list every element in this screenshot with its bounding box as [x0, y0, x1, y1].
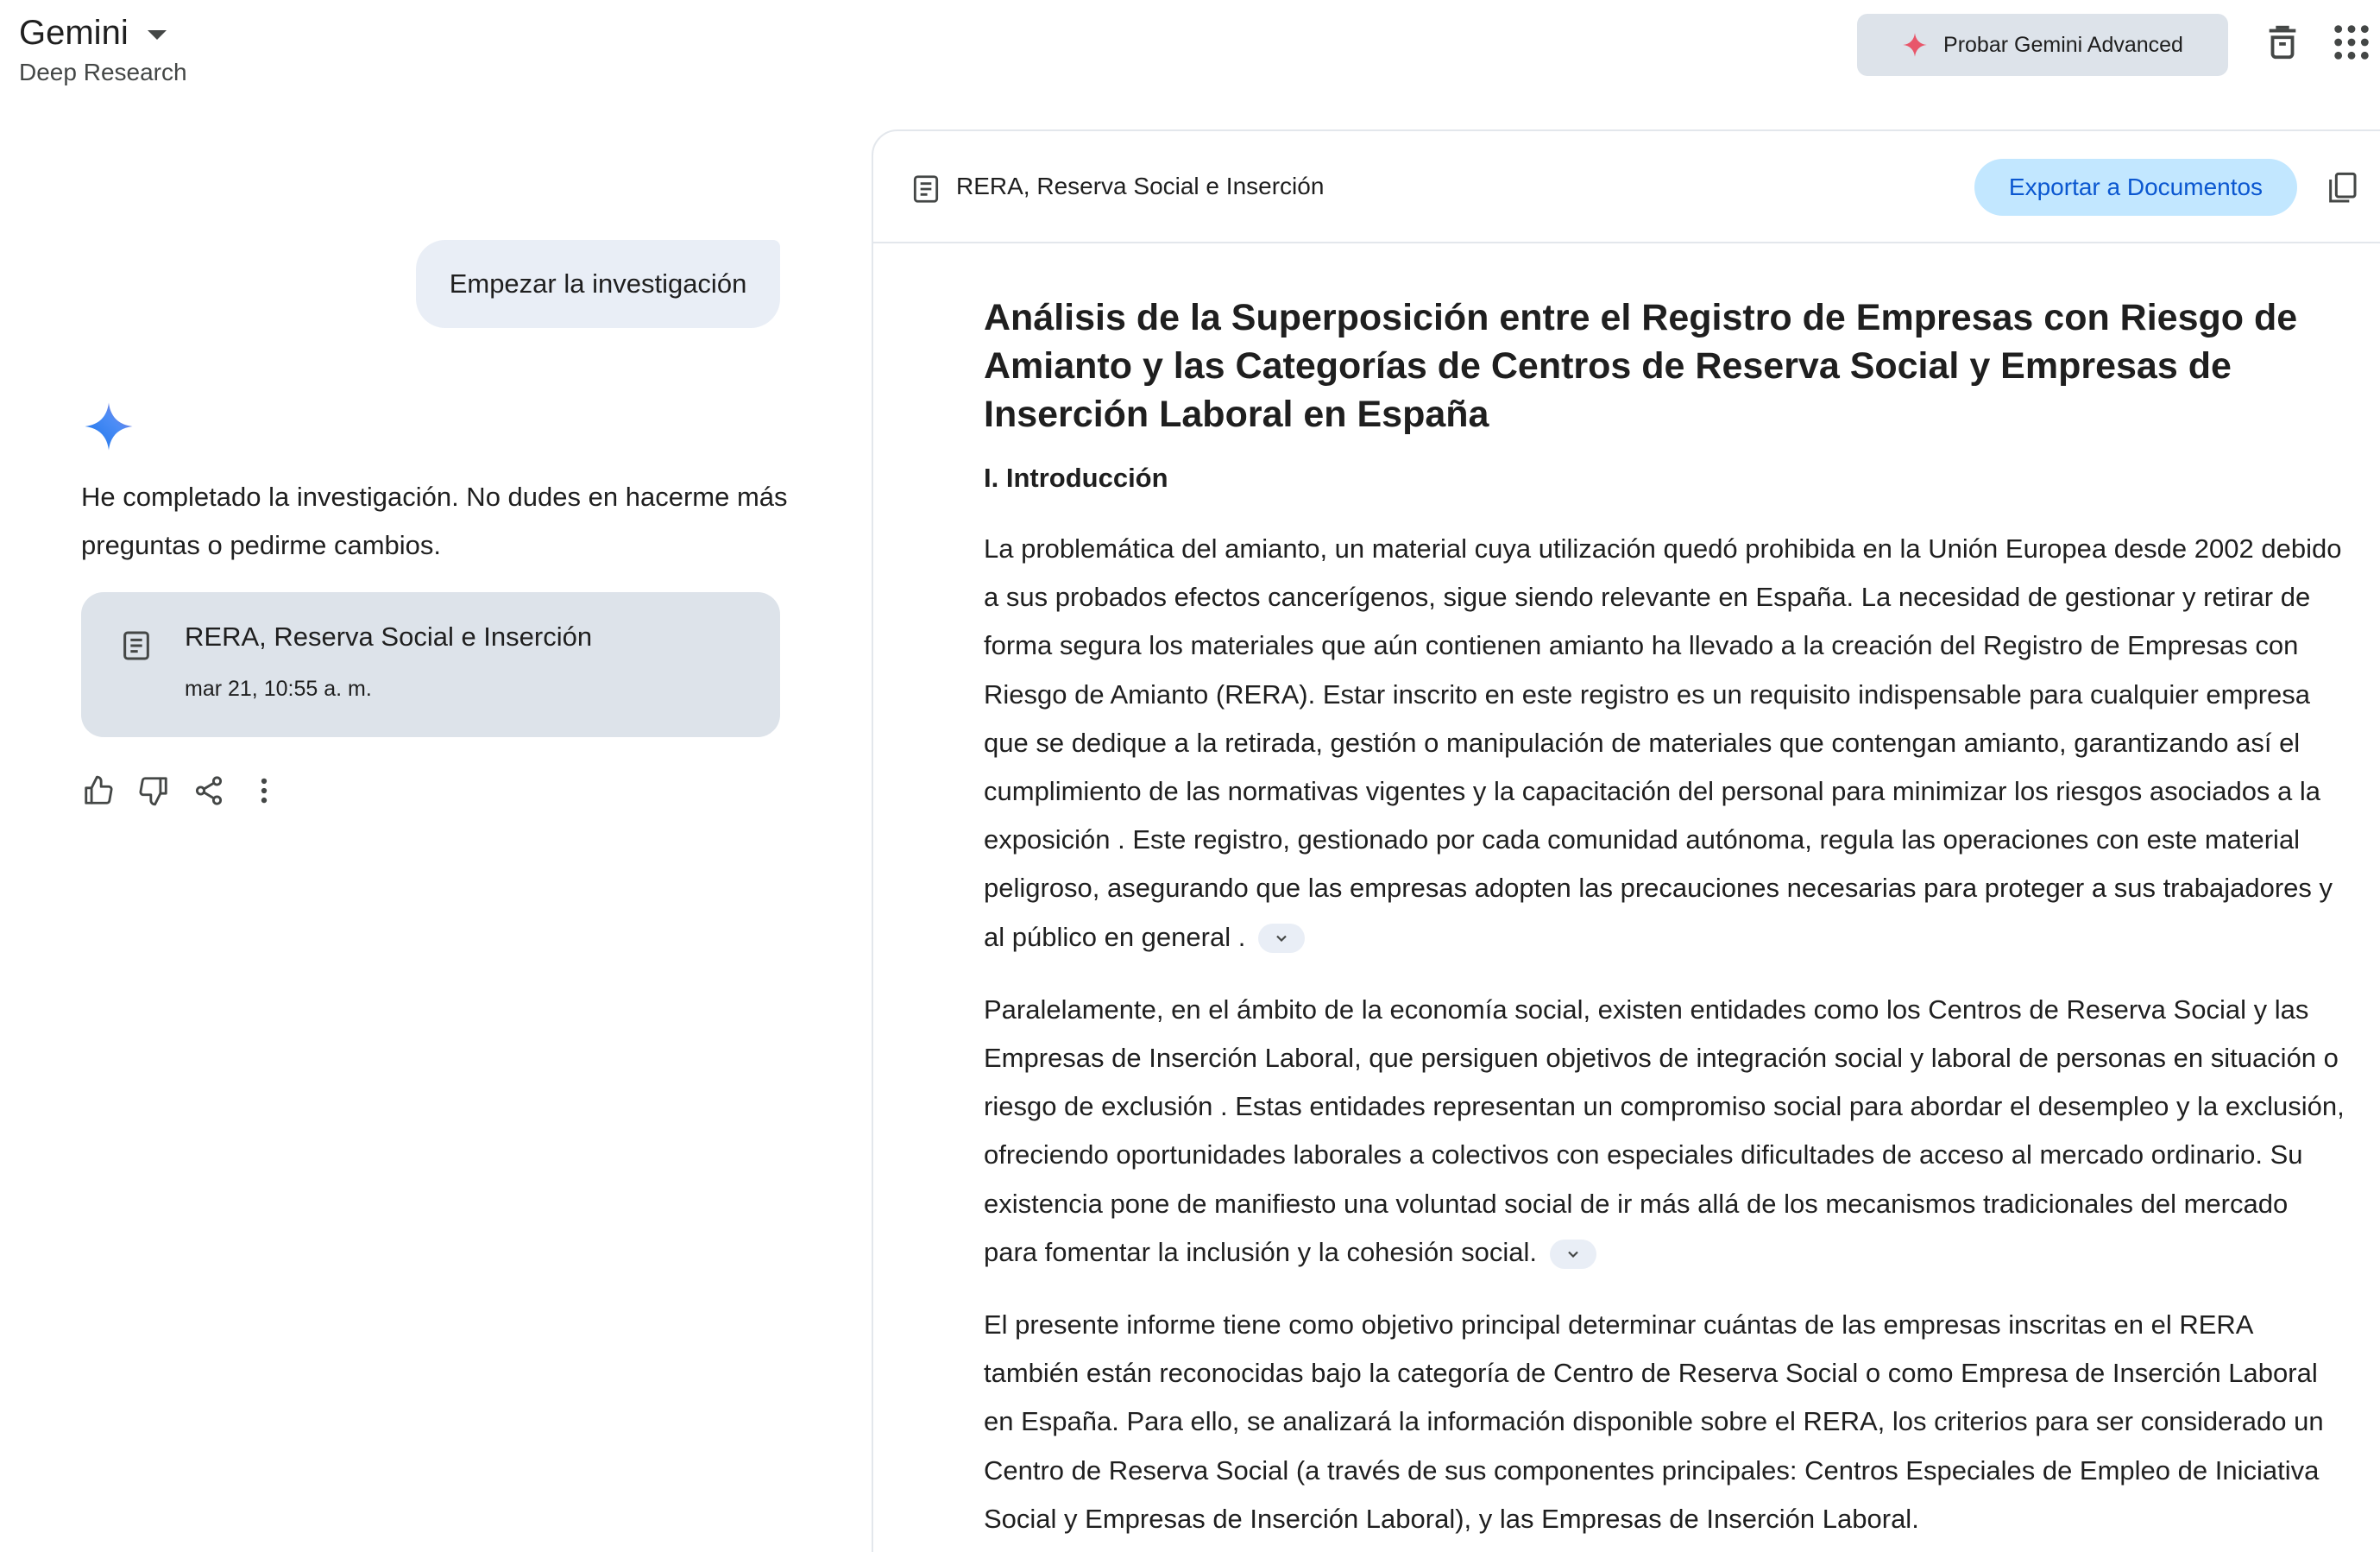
document-icon: [119, 628, 154, 663]
paragraph: [984, 986, 2347, 1277]
apps-grid-icon[interactable]: [2332, 22, 2371, 62]
share-icon: [192, 774, 225, 807]
model-selector[interactable]: [19, 10, 187, 55]
doc-card-title: RERA, Reserva Social e Inserción: [185, 621, 593, 652]
more-vert-icon: [248, 774, 280, 807]
paragraph-text: Paralelamente, en el ámbito de la economía social, existen entidades como los Centros de Reserva Social y las Empresas de Inserción Laboral, que persiguen objetivos de integración social y laboral de personas en situación o riesgo de exclusión . Estas entidades representan un compromiso social para abordar el desempleo y la exclusión, ofreciendo oportunidades laborales a colectivos con especiales dificultades de acceso al mercado ordinario. Su existencia pone de manifiesto una voluntad social de ir más allá de los mecanismos tradicionales del mercado para fomentar la inclusión y la cohesión social.: [984, 994, 2345, 1267]
share-button[interactable]: [192, 773, 226, 808]
research-doc-card[interactable]: [81, 592, 780, 737]
thumbs-up-icon: [82, 774, 115, 807]
more-options-button[interactable]: [247, 773, 281, 808]
sources-chip[interactable]: [1258, 924, 1305, 953]
paragraph-text: La problemática del amianto, un material cuya utilización quedó prohibida en la Unión Europea desde 2002 debido a sus probados efectos cancerígenos, sigue siendo relevante en España. La necesidad de gestionar y retirar de forma segura los materiales que aún contienen amianto ha llevado a la creación del Registro de Empresas con Riesgo de Amianto (RERA). Estar inscrito en este registro es un requisito indispensable para cualquier empresa que se dedique a la retirada, gestión o manipulación de materiales que contengan amianto, garantizando así el cumplimiento de las normativas vigentes y la capacitación del personal para minimizar los riesgos asociados a la exposición . Este registro, gestionado por cada comunidad autónoma, regula las operaciones con este material peligroso, asegurando que las empresas adopten las precauciones necesarias para proteger a sus trabajadores y al público en general .: [984, 533, 2342, 952]
thumbs-down-icon: [137, 774, 170, 807]
doc-card-date: mar 21, 10:55 a. m.: [185, 677, 372, 701]
panel-header: [873, 131, 2380, 243]
section-heading: I. Introducción: [984, 463, 1168, 493]
gemini-spark-icon: [1902, 32, 1928, 58]
brand: [19, 10, 187, 86]
dropdown-caret-icon[interactable]: [148, 30, 167, 40]
document-icon: [910, 173, 942, 205]
document-panel: [872, 129, 2380, 1552]
user-message-text: Empezar la investigación: [449, 268, 747, 299]
user-message-bubble: [416, 240, 780, 328]
panel-title: RERA, Reserva Social e Inserción: [956, 173, 1325, 199]
try-advanced-label: Probar Gemini Advanced: [1943, 32, 2183, 57]
document-heading: Análisis de la Superposición entre el Registro de Empresas con Riesgo de Amianto y las Categorías de Centros de Reserva Social y Empresas de Inserción Laboral en España: [984, 297, 2298, 435]
delete-icon[interactable]: [2263, 22, 2302, 62]
try-advanced-button[interactable]: [1857, 14, 2228, 76]
copy-icon[interactable]: [2325, 171, 2359, 205]
assistant-reply: He completado la investigación. No dudes en hacerme más preguntas o pedirme cambios.: [81, 482, 788, 560]
thumbs-up-button[interactable]: [81, 773, 116, 808]
response-actions: [81, 773, 281, 808]
export-to-docs-button[interactable]: Exportar a Documentos: [1974, 159, 2297, 216]
paragraph: [984, 525, 2347, 962]
gemini-logo-icon: [83, 401, 135, 452]
app-title[interactable]: Gemini: [19, 14, 129, 52]
mode-subtitle: Deep Research: [19, 59, 187, 85]
paragraph-text: El presente informe tiene como objetivo principal determinar cuántas de las empresas inscritas en el RERA también están reconocidas bajo la categoría de Centro de Reserva Social o como Empresa de Inserción Laboral en España. Para ello, se analizará la información disponible sobre el RERA, los criterios para ser considerado un Centro de Reserva Social (a través de sus componentes principales: Centros Especiales de Empleo de Iniciativa Social y Empresas de Inserción Laboral), y las Empresas de Inserción Laboral.: [984, 1309, 2324, 1534]
chevron-down-icon: [1273, 930, 1290, 947]
chevron-down-icon: [1565, 1246, 1582, 1263]
sources-chip[interactable]: [1550, 1240, 1596, 1269]
paragraph: [984, 1301, 2347, 1543]
thumbs-down-button[interactable]: [136, 773, 171, 808]
document-content: [984, 293, 2347, 1543]
